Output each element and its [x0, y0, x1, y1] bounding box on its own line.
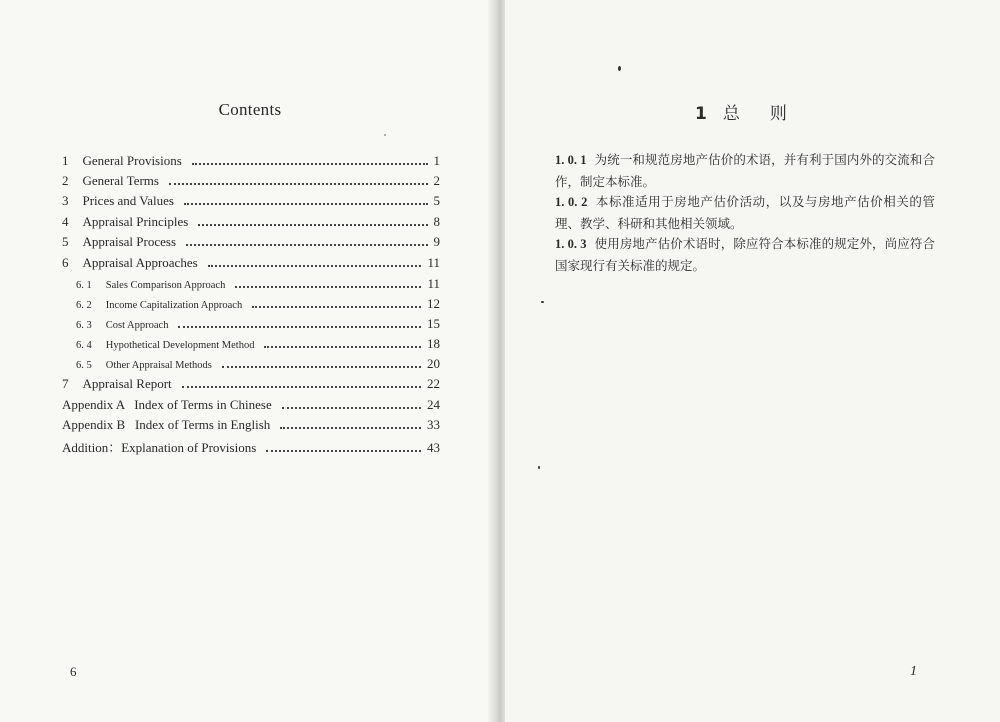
toc-subentry [76, 296, 440, 314]
toc-leader-dots [184, 203, 428, 205]
toc-subentry [76, 316, 440, 334]
toc-leader-dots [198, 224, 427, 226]
toc-entry [62, 153, 440, 171]
toc-appendix-entry [62, 417, 440, 435]
toc-entry-title: Addition：Explanation of Provisions [62, 440, 257, 455]
toc-entry [62, 214, 440, 232]
toc-subentry [76, 336, 440, 354]
clause-text: 使用房地产估价术语时，除应符合本标准的规定外，尚应符合国家现行有关标准的规定。 [555, 236, 935, 273]
toc-entry-number: 6. 5 [76, 360, 92, 371]
left-page-number: 6 [70, 664, 77, 679]
toc-entry-page: 5 [433, 193, 440, 208]
toc-entry-page: 12 [427, 296, 440, 311]
toc-entry-title: General Provisions [82, 153, 182, 168]
toc-entry [62, 255, 440, 273]
toc-entry-page: 11 [427, 276, 440, 291]
toc-appendix-entry [62, 397, 440, 415]
toc-entry-page: 11 [427, 255, 440, 270]
toc-entry [62, 193, 440, 211]
contents-page [0, 0, 495, 722]
toc-entry-page: 15 [427, 316, 440, 331]
toc-entry-number: 2 [62, 173, 69, 188]
toc-leader-dots [280, 427, 421, 429]
toc-leader-dots [192, 163, 428, 165]
clause-text: 为统一和规范房地产估价的术语，并有利于国内外的交流和合作，制定本标准。 [555, 152, 935, 189]
toc-entry-title: Cost Approach [105, 320, 169, 331]
toc-leader-dots [264, 346, 421, 348]
toc-entry-title: Prices and Values [82, 193, 174, 208]
toc-entry-page: 24 [427, 397, 440, 412]
clause [555, 233, 935, 276]
clause [555, 191, 935, 234]
clause-text: 本标准适用于房地产估价活动，以及与房地产估价相关的管理、教学、科研和其他相关领域。 [555, 194, 935, 231]
toc-entry-page: 8 [433, 214, 440, 229]
toc-entry-page: 20 [427, 356, 440, 371]
toc-leader-dots [282, 407, 421, 409]
scan-speck [618, 66, 621, 71]
toc-entry-title: Appraisal Principles [82, 214, 189, 229]
toc-leader-dots [235, 286, 421, 288]
toc-entry-page: 33 [427, 417, 440, 432]
scan-speck [384, 134, 386, 136]
chapter-number: 1 [695, 104, 707, 124]
clause-number: 1. 0. 3 [555, 237, 587, 251]
chapter-title-char: 总 [722, 104, 740, 124]
toc-leader-dots [208, 265, 422, 267]
toc-entry-title: General Terms [82, 173, 159, 188]
toc-leader-dots [178, 326, 421, 328]
toc-entry-number: 6. 1 [76, 280, 92, 291]
clause [555, 149, 935, 192]
toc-entry-page: 2 [433, 173, 440, 188]
toc-entry-title: Sales Comparison Approach [105, 280, 226, 291]
toc-entry-page: 9 [433, 234, 440, 249]
toc-entry-title: Appendix B Index of Terms in English [62, 417, 271, 432]
scan-speck [538, 466, 540, 469]
toc-entry-title: Appraisal Approaches [82, 255, 198, 270]
toc-entry-title: Other Appraisal Methods [105, 360, 212, 371]
toc-entry-title: Appraisal Report [82, 376, 172, 391]
toc-entry [62, 234, 440, 252]
toc-entry-number: 5 [62, 234, 69, 249]
toc-entry-title: Hypothetical Development Method [105, 340, 255, 351]
toc-leader-dots [266, 450, 421, 452]
contents-title: Contents [218, 100, 282, 119]
toc-subentry [76, 276, 440, 294]
toc-entry [62, 376, 440, 394]
toc-entry-number: 6. 4 [76, 340, 92, 351]
toc-entry-number: 4 [62, 214, 69, 229]
toc-leader-dots [169, 183, 428, 185]
toc-entry-number: 1 [62, 153, 69, 168]
toc-leader-dots [252, 306, 421, 308]
toc-entry-page: 1 [433, 153, 440, 168]
toc-entry [62, 173, 440, 191]
toc-leader-dots [222, 366, 421, 368]
toc-entry-title: Appendix A Index of Terms in Chinese [62, 397, 272, 412]
toc-subentry [76, 356, 440, 374]
toc-entry-title: Appraisal Process [82, 234, 177, 249]
toc-leader-dots [182, 386, 421, 388]
toc-entry-title: Income Capitalization Approach [105, 300, 243, 311]
clause-number: 1. 0. 1 [555, 153, 587, 167]
chapter-title [695, 99, 787, 124]
toc-entry-page: 22 [427, 376, 440, 391]
toc-entry-number: 6. 3 [76, 320, 92, 331]
scan-speck [541, 301, 544, 303]
toc-entry-page: 18 [427, 336, 440, 351]
clause-number: 1. 0. 2 [555, 195, 588, 209]
toc-addition-entry [62, 437, 440, 455]
toc-entry-number: 3 [62, 193, 69, 208]
chapter-title-char: 则 [769, 104, 787, 124]
right-page-number: 1 [910, 664, 917, 679]
toc-entry-number: 6. 2 [76, 300, 92, 311]
toc-entry-page: 43 [427, 440, 440, 455]
toc-entry-number: 6 [62, 255, 69, 270]
toc-leader-dots [186, 244, 427, 246]
toc-entry-number: 7 [62, 376, 69, 391]
